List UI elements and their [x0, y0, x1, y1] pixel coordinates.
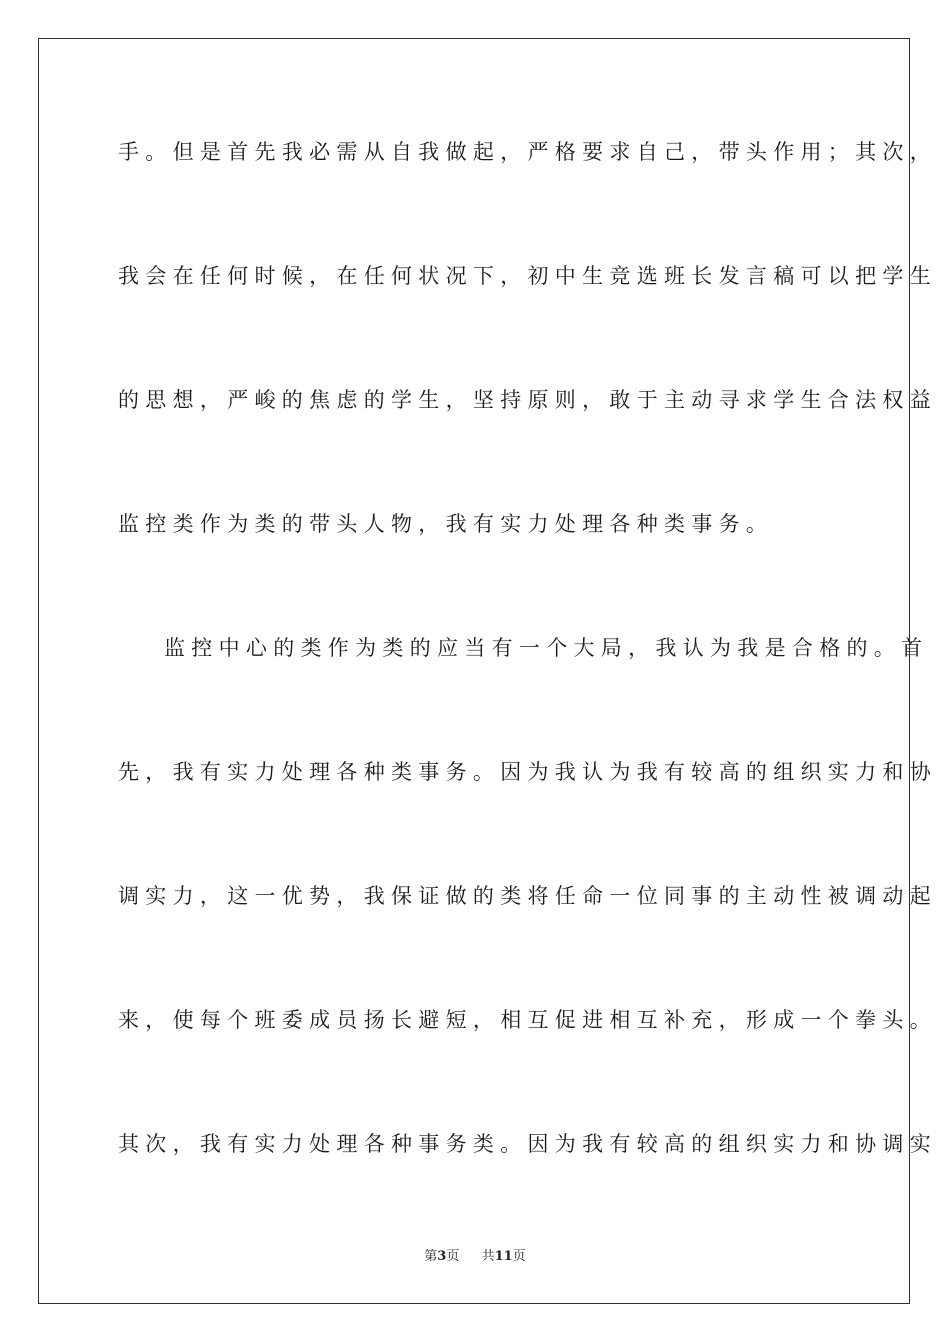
page-number: 第3页: [424, 1249, 460, 1264]
text-line: 的思想，严峻的焦虑的学生，坚持原则，敢于主动寻求学生合法权益: [118, 388, 937, 412]
paragraph-first-line: 监控中心的类作为类的应当有一个大局，我认为我是合格的。首: [164, 636, 929, 660]
total-pages: 共11页: [481, 1249, 526, 1264]
text-line: 先，我有实力处理各种类事务。因为我认为我有较高的组织实力和协: [118, 760, 937, 784]
text-line: 来，使每个班委成员扬长避短，相互促进相互补充，形成一个拳头。: [118, 1008, 937, 1032]
text-line: 手。但是首先我必需从自我做起，严格要求自己，带头作用；其次，: [118, 140, 937, 164]
text-line: 我会在任何时候，在任何状况下，初中生竞选班长发言稿可以把学生: [118, 264, 937, 288]
text-line: 监控类作为类的带头人物，我有实力处理各种类事务。: [118, 512, 774, 536]
text-line: 其次，我有实力处理各种事务类。因为我有较高的组织实力和协调实: [118, 1132, 937, 1156]
page-frame: [38, 38, 937, 1304]
text-line: 调实力，这一优势，我保证做的类将任命一位同事的主动性被调动起: [118, 884, 937, 908]
page-footer: [0, 1248, 950, 1266]
